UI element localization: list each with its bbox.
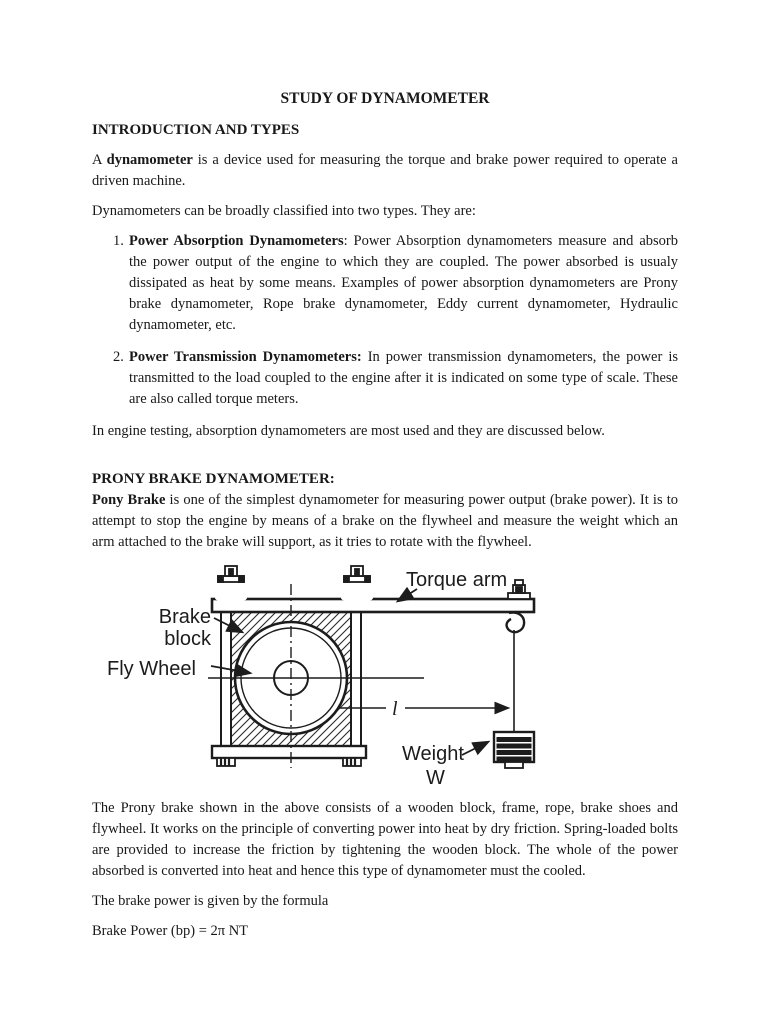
torque-arm-label: Torque arm — [406, 569, 508, 591]
prony-brake-figure — [94, 562, 678, 790]
list-number: 2. — [113, 349, 124, 365]
spring-bolt-right — [341, 566, 373, 603]
bold-term: dynamometer — [106, 152, 193, 168]
brake-power-formula: Brake Power (bp) = 2π NT — [92, 923, 249, 939]
bold-term: Pony Brake — [92, 492, 166, 508]
frame-base — [212, 746, 366, 766]
weight-symbol-label: W — [426, 767, 445, 789]
spring-bolt-left — [215, 566, 247, 603]
bold-term: Power Transmission Dynamometers: — [129, 349, 362, 365]
fly-wheel-label: Fly Wheel — [107, 658, 196, 680]
weight-label: Weight — [402, 743, 464, 765]
prony-paragraph-2: The Prony brake shown in the above consists of a wooden block, frame, rope, brake shoes and flywheel. It works on the principle of converting power into heat by dry friction. Spring-loaded bolts are provided to increase the friction by tightening the wooden block. The whole of the power absorbed is converted into heat and hence this type of dynamometer must the cooled. — [92, 800, 678, 879]
brake-block-label-line2: block — [164, 628, 211, 650]
page-title: STUDY OF DYNAMOMETER — [280, 90, 490, 107]
bold-term: Power Absorption Dynamometers — [129, 233, 344, 249]
length-dimension — [339, 698, 508, 720]
list-item — [92, 347, 678, 410]
torque-arm-bar — [212, 599, 534, 612]
list-item-text: Power Absorption Dynamometers: Power Absorption dynamometers measure and absorb the power output of the engine to which they are coupled. The power absorbed is usualy dissipated as heat by some means. Examples of power absorption dynamometers are Prony brake dynamometer, Rope brake dynamometer, Eddy current dynamometer, Hydraulic dynamometer, etc. — [129, 233, 679, 333]
intro-paragraph-1: A dynamometer is a device used for measuring the torque and brake power required to operate a driven machine. — [92, 152, 678, 189]
prony-brake-diagram — [94, 562, 544, 790]
list-number: 1. — [113, 233, 124, 249]
weight-stack — [494, 732, 534, 768]
list-item-text: Power Transmission Dynamometers: In power transmission dynamometers, the power is transmitted to the load coupled to the engine after it is indicated on some type of scale. These are also called torque meters. — [129, 349, 679, 407]
intro-paragraph-2: Dynamometers can be broadly classified into two types. They are: — [92, 203, 476, 219]
list-item — [92, 231, 678, 336]
intro-heading: INTRODUCTION AND TYPES — [92, 122, 300, 138]
prony-heading: PRONY BRAKE DYNAMOMETER: — [92, 471, 335, 487]
hook-and-cord — [507, 613, 525, 732]
arm-end-bolt — [508, 580, 530, 599]
brake-block-label-line1: Brake — [158, 606, 211, 628]
prony-paragraph-1: Pony Brake is one of the simplest dynamometer for measuring power output (brake power). It is to attempt to stop the engine by means of a brake on the flywheel and measure the weight which an arm attached to the brake will support, as it tries to rotate with the flywheel. — [92, 492, 678, 550]
length-label: l — [392, 698, 398, 720]
dynamometer-type-list — [92, 231, 678, 410]
prony-paragraph-3: The brake power is given by the formula — [92, 893, 329, 909]
intro-paragraph-3: In engine testing, absorption dynamometers are most used and they are discussed below. — [92, 423, 605, 439]
